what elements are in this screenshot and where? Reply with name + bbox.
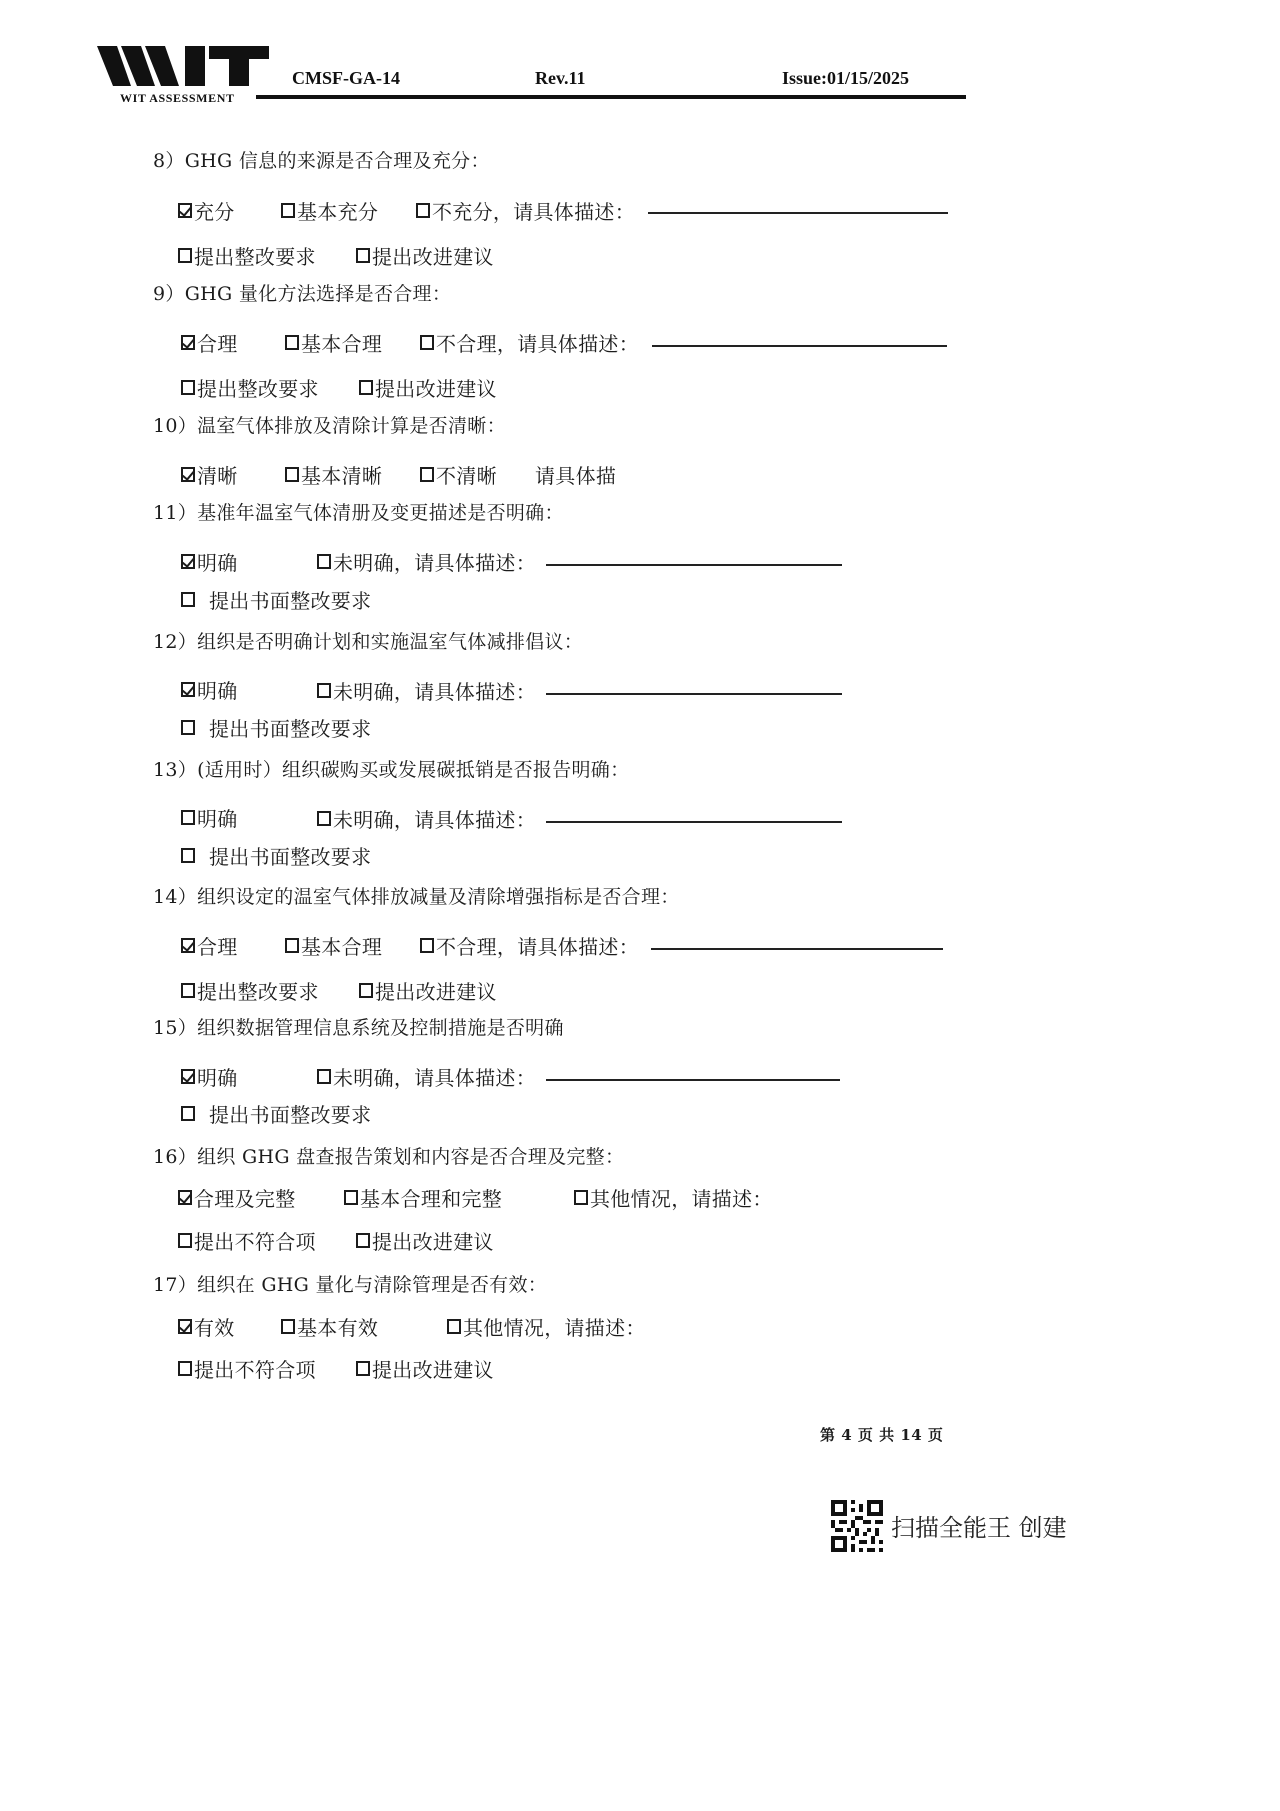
checkbox-icon[interactable] (285, 467, 299, 482)
q17-option-other[interactable]: 其他情况，请描述： (447, 1312, 646, 1341)
checkbox-icon[interactable] (344, 1190, 358, 1205)
q15-option-clear[interactable]: 明确 (181, 1062, 238, 1091)
question-13: 13）(适用时）组织碳购买或发展碳抵销是否报告明确： (153, 759, 630, 781)
q12-description-line[interactable] (546, 693, 842, 695)
checkbox-icon[interactable] (416, 203, 430, 218)
checked-checkbox-icon[interactable] (181, 682, 195, 697)
scanner-watermark: 扫描全能王 创建 (891, 1514, 1067, 1542)
q10-describe-label: 请具体描 (535, 464, 617, 488)
checkbox-icon[interactable] (181, 380, 195, 395)
q16-option-improvement[interactable]: 提出改进建议 (356, 1226, 494, 1255)
checkbox-icon[interactable] (420, 335, 434, 350)
checkbox-icon[interactable] (420, 467, 434, 482)
question-14: 14）组织设定的温室气体排放减量及清除增强指标是否合理： (153, 886, 680, 908)
q16-option-basically-complete[interactable]: 基本合理和完整 (344, 1183, 502, 1212)
q15-option-unclear[interactable]: 未明确，请具体描述： (317, 1062, 536, 1091)
checkbox-icon[interactable] (178, 1233, 192, 1248)
q9-option-reasonable[interactable]: 合理 (181, 328, 238, 357)
q9-option-basically-reasonable[interactable]: 基本合理 (285, 328, 382, 357)
checkbox-icon[interactable] (181, 592, 195, 607)
question-12: 12）组织是否明确计划和实施温室气体减排倡议： (153, 631, 584, 653)
checkbox-icon[interactable] (178, 248, 192, 263)
issue-date: Issue:01/15/2025 (782, 68, 910, 88)
q11-option-clear[interactable]: 明确 (181, 547, 238, 576)
q8-option-rectification[interactable]: 提出整改要求 (178, 241, 316, 270)
checkbox-icon[interactable] (317, 811, 331, 826)
checked-checkbox-icon[interactable] (181, 554, 195, 569)
q15-option-written-rectification[interactable]: 提出书面整改要求 (181, 1099, 371, 1128)
q13-option-unclear[interactable]: 未明确，请具体描述： (317, 804, 536, 833)
checkbox-icon[interactable] (359, 983, 373, 998)
checkbox-icon[interactable] (181, 720, 195, 735)
q17-option-nonconformity[interactable]: 提出不符合项 (178, 1354, 316, 1383)
checked-checkbox-icon[interactable] (181, 938, 195, 953)
q9-option-unreasonable[interactable]: 不合理，请具体描述： (420, 328, 639, 357)
revision-label: Rev.11 (535, 68, 586, 88)
q9-option-improvement[interactable]: 提出改进建议 (359, 373, 497, 402)
qr-code-icon (831, 1500, 883, 1552)
document-code: CMSF-GA-14 (292, 68, 400, 88)
checked-checkbox-icon[interactable] (181, 1069, 195, 1084)
checkbox-icon[interactable] (317, 554, 331, 569)
checked-checkbox-icon[interactable] (178, 1190, 192, 1205)
q16-option-complete[interactable]: 合理及完整 (178, 1183, 296, 1212)
logo-subtitle: WIT ASSESSMENT (120, 91, 235, 105)
checkbox-icon[interactable] (356, 248, 370, 263)
checkbox-icon[interactable] (285, 335, 299, 350)
q10-option-clear[interactable]: 清晰 (181, 460, 238, 489)
q17-option-effective[interactable]: 有效 (178, 1312, 235, 1341)
checked-checkbox-icon[interactable] (181, 467, 195, 482)
checked-checkbox-icon[interactable] (178, 203, 192, 218)
question-10: 10）温室气体排放及清除计算是否清晰： (153, 415, 506, 437)
q8-option-sufficient[interactable]: 充分 (178, 196, 235, 225)
checkbox-icon[interactable] (447, 1319, 461, 1334)
q14-option-basically-reasonable[interactable]: 基本合理 (285, 931, 382, 960)
q13-option-clear[interactable]: 明确 (181, 803, 238, 832)
q8-option-basically-sufficient[interactable]: 基本充分 (281, 196, 378, 225)
checkbox-icon[interactable] (181, 1106, 195, 1121)
question-11: 11）基准年温室气体清册及变更描述是否明确： (153, 502, 564, 524)
wit-logo (97, 46, 269, 86)
q12-option-unclear[interactable]: 未明确，请具体描述： (317, 676, 536, 705)
q14-description-line[interactable] (651, 948, 943, 950)
checkbox-icon[interactable] (356, 1233, 370, 1248)
q14-option-improvement[interactable]: 提出改进建议 (359, 976, 497, 1005)
q14-option-unreasonable[interactable]: 不合理，请具体描述： (420, 931, 639, 960)
page-number: 第 4 页 共 14 页 (820, 1426, 944, 1444)
checkbox-icon[interactable] (317, 1069, 331, 1084)
checkbox-icon[interactable] (574, 1190, 588, 1205)
checkbox-icon[interactable] (281, 1319, 295, 1334)
q12-option-clear[interactable]: 明确 (181, 675, 238, 704)
q13-description-line[interactable] (546, 821, 842, 823)
question-16: 16）组织 GHG 盘查报告策划和内容是否合理及完整： (153, 1146, 625, 1168)
question-8: 8）GHG 信息的来源是否合理及充分： (153, 150, 490, 172)
question-15: 15）组织数据管理信息系统及控制措施是否明确 (153, 1017, 564, 1039)
q10-option-unclear[interactable]: 不清晰 (420, 460, 497, 489)
q8-option-improvement[interactable]: 提出改进建议 (356, 241, 494, 270)
q16-option-other[interactable]: 其他情况，请描述： (574, 1183, 773, 1212)
checkbox-icon[interactable] (356, 1361, 370, 1376)
checkbox-icon[interactable] (285, 938, 299, 953)
checkbox-icon[interactable] (420, 938, 434, 953)
checkbox-icon[interactable] (281, 203, 295, 218)
q8-description-line[interactable] (648, 212, 948, 214)
question-17: 17）组织在 GHG 量化与清除管理是否有效： (153, 1274, 548, 1296)
header-rule (256, 95, 966, 99)
q16-option-nonconformity[interactable]: 提出不符合项 (178, 1226, 316, 1255)
q11-description-line[interactable] (546, 564, 842, 566)
checked-checkbox-icon[interactable] (178, 1319, 192, 1334)
q13-option-written-rectification[interactable]: 提出书面整改要求 (181, 841, 371, 870)
q17-option-basically-effective[interactable]: 基本有效 (281, 1312, 378, 1341)
q14-option-reasonable[interactable]: 合理 (181, 931, 238, 960)
q14-option-rectification[interactable]: 提出整改要求 (181, 976, 319, 1005)
question-9: 9）GHG 量化方法选择是否合理： (153, 283, 452, 305)
q9-option-rectification[interactable]: 提出整改要求 (181, 373, 319, 402)
q15-description-line[interactable] (546, 1079, 840, 1081)
q11-option-written-rectification[interactable]: 提出书面整改要求 (181, 585, 371, 614)
q17-option-improvement[interactable]: 提出改进建议 (356, 1354, 494, 1383)
checkbox-icon[interactable] (317, 683, 331, 698)
checkbox-icon[interactable] (178, 1361, 192, 1376)
checked-checkbox-icon[interactable] (181, 335, 195, 350)
checkbox-icon[interactable] (181, 848, 195, 863)
q8-option-insufficient[interactable]: 不充分，请具体描述： (416, 196, 635, 225)
document-header (0, 0, 1107, 115)
q11-option-unclear[interactable]: 未明确，请具体描述： (317, 547, 536, 576)
q10-option-basically-clear[interactable]: 基本清晰 (285, 460, 382, 489)
q12-option-written-rectification[interactable]: 提出书面整改要求 (181, 713, 371, 742)
checkbox-icon[interactable] (181, 810, 195, 825)
checkbox-icon[interactable] (181, 983, 195, 998)
checkbox-icon[interactable] (359, 380, 373, 395)
q9-description-line[interactable] (652, 345, 947, 347)
